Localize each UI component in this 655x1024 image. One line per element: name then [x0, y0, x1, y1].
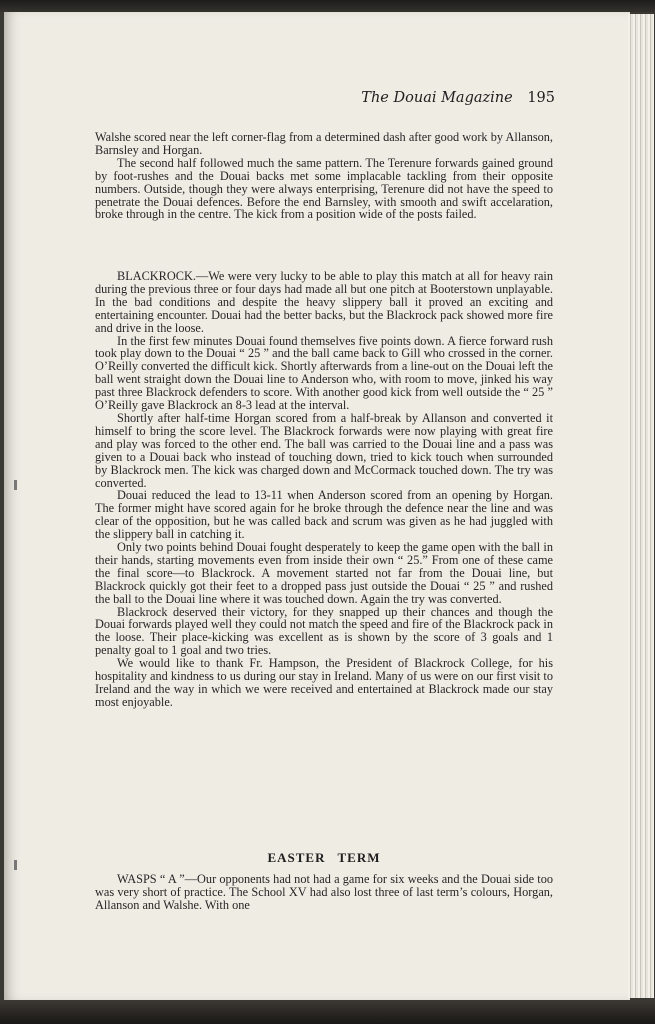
- section-heading: EASTER TERM: [267, 850, 381, 865]
- journal-title: The Douai Magazine: [361, 90, 513, 106]
- binding-bottom-edge: [0, 1000, 655, 1024]
- binding-top-edge: [0, 0, 655, 12]
- paragraph: WASPS “ A ”—Our opponents had not had a game for six weeks and the Douai side too was very short of practice. The School XV had also lost three of last term’s colours, Horgan, Allanson and Walshe. With one: [95, 872, 553, 912]
- paragraph: In the first few minutes Douai found themselves five points down. A fierce forward rush took play down to the Douai “ 25 ” and the ball came back to Gill who crossed in the corner. O’Reilly converted the difficult kick. Shortly afterwards from a line-out on the Douai left the ball went straight down the Douai line to Anderson who, with room to move, jinked his way past three Blackrock defenders to score. With another good kick from well outside the “ 25 ” O’Reilly gave Blackrock an 8-3 lead at the interval.: [95, 333, 553, 413]
- paragraph: Blackrock deserved their victory, for they snapped up their chances and though the Douai forwards played well they could not match the speed and fire of the Blackrock pack in the loose. Their place-kicking was excellent as is shown by the score of 3 goals and 1 penalty goal to 1 goal and two tries.: [95, 604, 553, 658]
- text-block-easter: [95, 873, 553, 912]
- page-number: 195: [527, 90, 555, 106]
- paragraph: Walshe scored near the left corner-flag from a determined dash after good work by Allanson, Barnsley and Horgan.: [95, 130, 553, 157]
- gutter-mark: [14, 860, 17, 870]
- paragraph: We would like to thank Fr. Hampson, the President of Blackrock College, for his hospitality and kindness to us during our stay in Ireland. Many of us were on our first visit to Ireland and the way in which we were received and entertained at Blackrock made our stay most enjoyable.: [95, 656, 553, 709]
- paragraph: Shortly after half-time Horgan scored from a half-break by Allanson and converted it himself to bring the score level. The Blackrock forwards were now playing with great fire and play was forced to the other end. The ball was carried to the Douai line and a pass was given to a Douai back who instead of touching down, tried to kick touch when surrounded by Blackrock men. The kick was charged down and McCormack touched down. The try was converted.: [95, 410, 553, 490]
- gutter-mark: [14, 480, 17, 490]
- page-stack-edges: [628, 14, 654, 998]
- paragraph: The second half followed much the same pattern. The Terenure forwards gained ground by foot-rushes and the Douai backs met some implacable tackling from their opposite numbers. Outside, though they were always enterprising, Terenure did not have the speed to penetrate the Douai defences. Before the end Barnsley, with smooth and swift accelaration, broke through in the centre. The kick from a position wide of the posts failed.: [95, 155, 553, 222]
- running-header: [361, 90, 555, 106]
- paragraph: BLACKROCK.—We were very lucky to be able to play this match at all for heavy rain during the previous three or four days had made all but one pitch at Booterstown unplayable. In the bad conditions and despite the heavy slippery ball it proved an exciting and entertaining encounter. Douai had the better backs, but the Blackrock pack showed more fire and drive in the loose.: [95, 269, 553, 335]
- paragraph: Douai reduced the lead to 13-11 when Anderson scored from an opening by Horgan. The former might have scored again for he broke through the defence near the line and was clear of the opposition, but he was called back and scrum was given as he had juggled with the slippery ball in catching it.: [95, 488, 553, 542]
- text-block-blackrock: [95, 270, 553, 709]
- text-block-top: [95, 131, 553, 221]
- paragraph: Only two points behind Douai fought desperately to keep the game open with the ball in their hands, starting movements even from inside their own “ 25.” From one of these came the final score—to Blackrock. A movement started not far from the Douai line, but Blackrock quickly got their feet to a dropped pass just outside the Douai “ 25 ” and rushed the ball to the Douai line where it was touched down. Again the try was converted.: [95, 540, 553, 606]
